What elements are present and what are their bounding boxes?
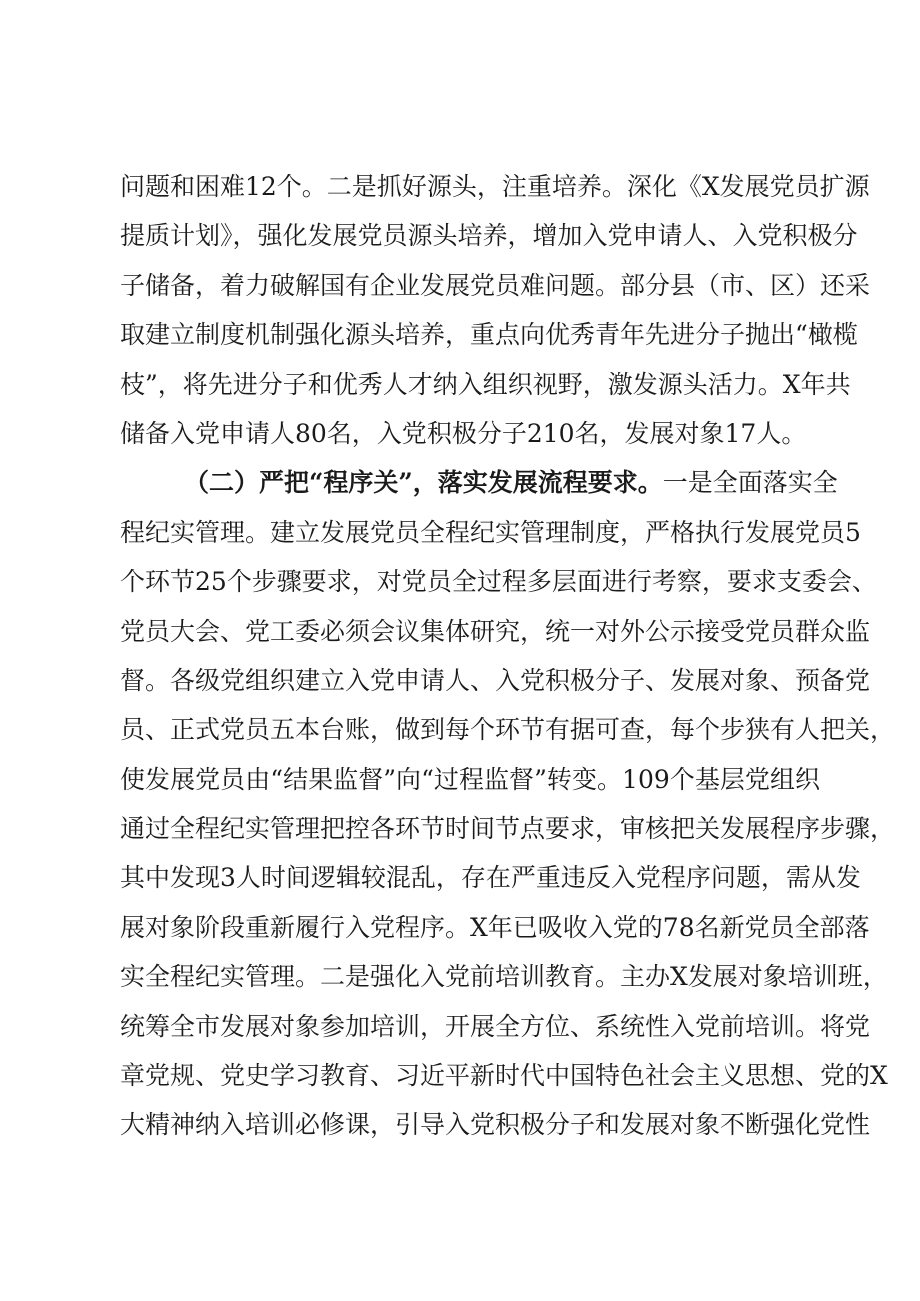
- text-line: 问题和困难12个。二是抓好源头，注重培养。深化《X发展党员扩源: [120, 172, 870, 201]
- text-line: 章党规、党史学习教育、习近平新时代中国特色社会主义思想、党的X: [120, 1061, 888, 1091]
- text-line: 子储备，着力破解国有企业发展党员难问题。部分县（市、区）还采: [120, 270, 871, 300]
- text-line: 督。各级党组织建立入党申请人、入党积极分子、发展对象、预备党: [120, 665, 871, 695]
- text-line: 枝”，将先进分子和优秀人才纳入组织视野，激发源头活力。X年共: [120, 369, 851, 399]
- text-line: 员、正式党员五本台账，做到每个环节有据可查，每个步狭有人把关，: [120, 715, 896, 745]
- text-line: 党员大会、党工委必须会议集体研究，统一对外公示接受党员群众监: [120, 616, 871, 646]
- text-line: 大精神纳入培训必修课，引导入党积极分子和发展对象不断强化党性: [120, 1110, 871, 1140]
- text-line: 程纪实管理。建立发展党员全程纪实管理制度，严格执行发展党员5: [120, 517, 861, 547]
- text-line: 通过全程纪实管理把控各环节时间节点要求，审核把关发展程序步骤，: [120, 814, 896, 844]
- text-line: 取建立制度机制强化源头培养，重点向优秀青年先进分子抛出“橄榄: [120, 320, 858, 350]
- body-text: [120, 162, 896, 1150]
- section-heading-continuation: 一是全面落实全: [662, 468, 838, 498]
- text-line: 提质计划》，强化发展党员源头培养，增加入党申请人、入党积极分: [120, 221, 858, 251]
- text-line: 其中发现3人时间逻辑较混乱，存在严重违反入党程序问题，需从发: [120, 863, 861, 893]
- text-line: 展对象阶段重新履行入党程序。X年已吸收入党的78名新党员全部落: [120, 912, 870, 942]
- text-line: 使发展党员由“结果监督”向“过程监督”转变。109个基层党组织: [120, 764, 820, 794]
- section-heading-line: [120, 458, 838, 507]
- text-line: 实全程纪实管理。二是强化入党前培训教育。主办X发展对象培训班，: [120, 962, 888, 992]
- text-line: 个环节25个步骤要求，对党员全过程多层面进行考察，要求支委会、: [120, 567, 877, 597]
- text-line: 储备入党申请人80名，入党积极分子210名，发展对象17人。: [120, 418, 807, 448]
- section-heading: （二）严把“程序关”，落实发展流程要求。: [184, 468, 663, 498]
- text-line: 统筹全市发展对象参加培训，开展全方位、系统性入党前培训。将党: [120, 1011, 871, 1041]
